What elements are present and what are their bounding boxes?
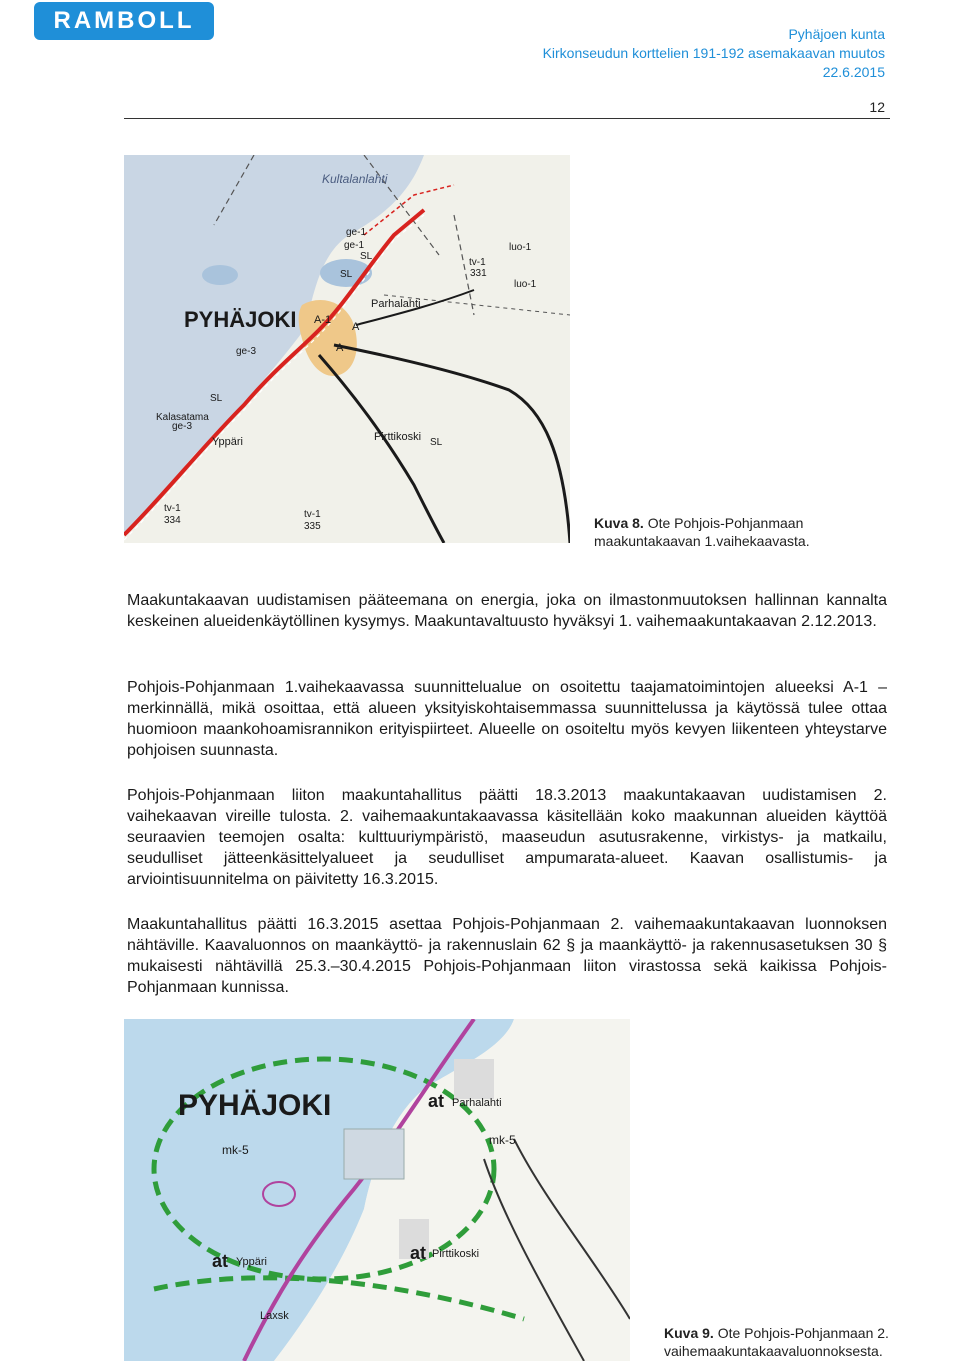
label-sl3: SL xyxy=(210,393,223,404)
label-pyhajoki: PYHÄJOKI xyxy=(178,1089,332,1122)
label-yppari: Yppäri xyxy=(236,1256,267,1268)
label-tv1c: tv-1 xyxy=(304,509,321,520)
label-kultalanlahti: Kultalanlahti xyxy=(322,172,388,186)
caption-9-label: Kuva 9. xyxy=(664,1325,714,1341)
label-ge1a: ge-1 xyxy=(346,227,367,238)
paragraph-energy-theme: Maakuntakaavan uudistamisen pääteemana on energia, joka on ilmastonmuutoksen hallinnan kannalta keskeinen alueidenkäytöllinen kysymys. Maakuntavaltuusto hyväksyi 1. vaihemaakuntakaavan 2.12.2013. xyxy=(127,592,887,630)
label-tv1b: tv-1 xyxy=(164,503,181,514)
label-mk5a: mk-5 xyxy=(222,1143,249,1157)
label-tv1a: tv-1 xyxy=(469,257,486,268)
label-tv1a-no: 331 xyxy=(470,268,487,279)
label-tv1c-no: 335 xyxy=(304,521,321,532)
paragraph-phase1-plan: Pohjois-Pohjanmaan 1.vaihekaavassa suunnittelualue on osoitettu taajamatoimintojen alueeksi A-1 –merkinnällä, mikä osoittaa, että alueen yksityiskohtaisemmassa suunnittelussa ja käytössä tulee ottaa huomioon maankohoamisrannikon erityispiirteet. Alueelle on osoiteltu myös kevyen liikenteen yhteystarve pohjoisen suunnasta. xyxy=(127,679,887,759)
figure-caption-9 xyxy=(664,1324,960,1360)
paragraph-phase2-initiation: Pohjois-Pohjanmaan liiton maakuntahallitus päätti 18.3.2013 maakuntakaavan uudistamisen 2. vaihekaavan vireille tulosta. 2. vaihemaakuntakaavassa käsitellään koko maakunnan alueiden käyttöä seuraavien teemojen osalta: kulttuuriympäristö, maaseudun asutusrakenne, virkistys- ja matkailu, seudulliset jätteenkäsittelyalueet ja seudulliset ampumarata-alueet. Kaavan osallistumis- ja arviointisuunnitelma on päivitetty 16.3.2015. xyxy=(127,787,887,888)
lake-2 xyxy=(202,265,238,285)
regional-plan-map-phase1 xyxy=(124,155,570,543)
label-at2: at xyxy=(212,1251,229,1271)
label-laxsk: Laxsk xyxy=(260,1310,289,1322)
paragraph-phase2-draft: Maakuntahallitus päätti 16.3.2015 asettaa Pohjois-Pohjanmaan 2. vaihemaakuntakaavan luonnoksen nähtäville. Kaavaluonnos on maankäyttö- ja rakennuslain 62 § ja maankäyttö- ja rakennusasetuksen 30 § mukaisesti nähtävillä 25.3.–30.4.2015 Pohjois-Pohjanmaan liiton virastossa sekä kaikissa Pohjois-Pohjanmaan kunnissa. xyxy=(127,916,887,996)
label-kalasatama: Kalasatama xyxy=(156,412,209,423)
caption-8-label: Kuva 8. xyxy=(594,515,644,531)
header-divider xyxy=(124,118,890,119)
label-luo1b: luo-1 xyxy=(514,279,537,290)
label-ge3b: ge-3 xyxy=(172,421,193,432)
label-a-bottom: A xyxy=(336,342,344,354)
label-at1: at xyxy=(428,1091,445,1111)
label-sl1: SL xyxy=(360,251,373,262)
label-pirttikoski: Pirttikoski xyxy=(432,1248,480,1260)
sea-area xyxy=(124,155,424,535)
label-sl2: SL xyxy=(340,269,353,280)
page-number: 12 xyxy=(869,99,885,115)
header-date: 22.6.2015 xyxy=(822,64,885,80)
label-mk5b: mk-5 xyxy=(489,1133,516,1147)
caption-8-text: Ote Pohjois-Pohjanmaan maakuntakaavan 1.vaihekaavasta. xyxy=(594,515,810,549)
label-at3: at xyxy=(410,1243,427,1263)
regional-plan-map-phase2 xyxy=(124,1019,630,1361)
label-yppari: Yppäri xyxy=(212,436,243,448)
label-luo1a: luo-1 xyxy=(509,242,532,253)
label-pyhajoki: PYHÄJOKI xyxy=(184,307,297,332)
road-black-east xyxy=(334,345,570,543)
label-sl4: SL xyxy=(430,437,443,448)
header-municipality: Pyhäjoen kunta xyxy=(788,26,885,42)
label-a-top: A xyxy=(352,321,360,333)
figure-caption-8 xyxy=(594,514,894,550)
label-ge3a: ge-3 xyxy=(236,346,257,357)
header-plan-title: Kirkonseudun korttelien 191-192 asemakaavan muutos xyxy=(542,45,885,61)
road-black-south xyxy=(319,355,444,543)
label-pirttikoski: Pirttikoski xyxy=(374,431,422,443)
label-tv1b-no: 334 xyxy=(164,515,181,526)
settlement-centre xyxy=(344,1129,404,1179)
label-parhalahti: Parhalahti xyxy=(371,298,421,310)
caption-9-text: Ote Pohjois-Pohjanmaan 2. vaihemaakuntakaavaluonnoksesta. xyxy=(664,1325,889,1359)
label-ge1b: ge-1 xyxy=(344,240,365,251)
ramboll-logo: RAMBOLL xyxy=(34,2,214,40)
label-parhalahti: Parhalahti xyxy=(452,1097,502,1109)
label-a1: A-1 xyxy=(314,314,332,326)
